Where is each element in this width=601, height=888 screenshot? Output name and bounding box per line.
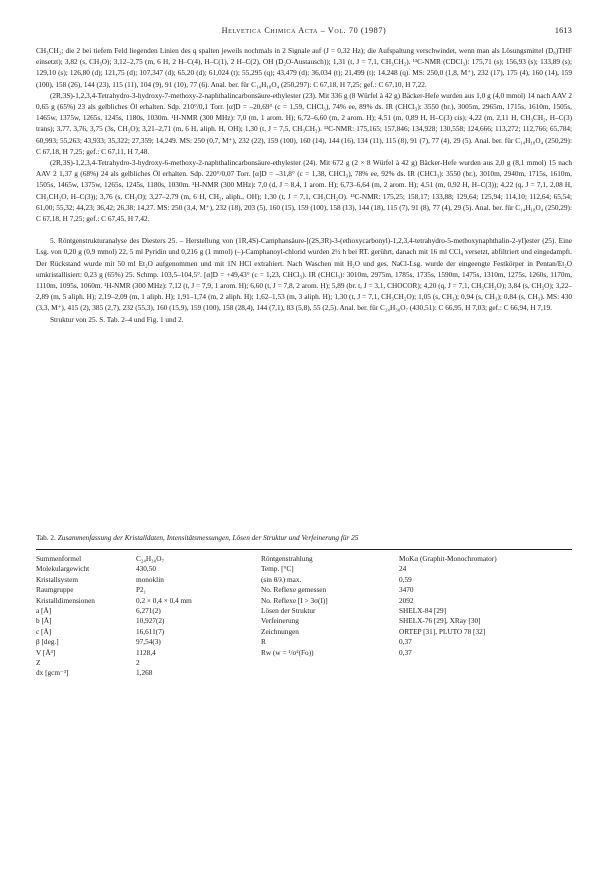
table-cell: (sin θ/λ) max. — [261, 575, 302, 584]
table-cell: Zeichnungen — [261, 627, 299, 636]
table-cell — [261, 668, 399, 678]
table-cell: monoklin — [136, 575, 164, 584]
table-cell: R — [261, 638, 266, 647]
table-row — [36, 596, 572, 606]
table-cell: 0,37 — [399, 648, 412, 657]
table-row — [36, 606, 572, 616]
table-cell: Röntgenstrahlung — [261, 555, 313, 563]
table-cell: 6,271(2) — [136, 607, 161, 616]
table-cell: Kristalldimensionen — [36, 596, 95, 605]
table-cell — [399, 658, 572, 668]
table-row — [36, 658, 572, 668]
table-cell: 10,927(2) — [136, 617, 165, 626]
table-cell: 0,37 — [399, 638, 412, 647]
table-cell: b [Å] — [36, 617, 52, 626]
table-row — [36, 616, 572, 626]
paragraph-compound-24: (2R,3S)-1,2,3,4-Tetrahydro-3-hydroxy-6-methoxy-2-naphthalincarbonsäure-ethylester (24). Mit 672 g (2 × 8 Würfel à 42 g) Bäcker-Hefe wurden aus 2,0 g (8,1 mmol) 15 nach AAV 2 1,37 g (68%) 24 als gelbliches Öl erhalten. Sdp. 220°/0,07 Torr. [α]D = –31,8° (c = 1,38, CHCl₃), 78% ee, 92% ds. IR (CHCl₃): 3550 (br.), 3010m, 2940m, 1715s, 1610m, 1505s, 1465w, 1375w, 1265s, 1245s, 1180s, 1030m. ¹H-NMR (300 MHz): 7,0 (d, J = 8,4, 1 arom. H); 6,73–6,64 (m, 2 arom. H); 4,51 (m, 0,92 H, H–C(3)); 4,22 (q, J = 7,1, 2,08 H, CH₃CH₂O, H–C(3)); 3,76 (s, CH₃O); 3,27–2,79 (m, 6 H, CH₂, aliph., OH); 1,30 (t, J = 7,1, CH₃CH₂O). ¹³C-NMR: 175,25; 158,17; 133,88; 129,64; 125,94; 114,10; 112,64; 65,54; 61,00; 55,32; 44,23; 36,42; 26,38; 14,27. MS: 250 (3,4, M⁺), 232 (18), 203 (5), 160 (15), 159 (100), 158 (13), 144 (18), 115 (7), 91 (8), 77 (4), 29 (5). Anal. ber. für C₁₄H₁₈O₄ (250,29): C 67,18, H 7,25; gef.: C 67,45, H 7,42. — [36, 159, 572, 224]
paragraph-structure-ref: Struktur von 25. S. Tab. 2–4 und Fig. 1 und 2. — [50, 315, 184, 324]
table-cell: Rw (w = ¹/σ²(Fo)) — [261, 648, 314, 657]
page-number: 1613 — [554, 26, 572, 35]
table-cell: Summenformel — [36, 555, 82, 563]
table-cell: 1128,4 — [136, 648, 156, 657]
table-row — [36, 668, 572, 678]
table-caption-text: Zusammenfassung der Kristalldaten, Intensitätsmessungen, Lösen der Struktur und Verfeinerung für 25 — [57, 534, 359, 542]
table-row — [36, 648, 572, 658]
table-cell: MoKα (Graphit-Monochromator) — [399, 555, 497, 563]
journal-title: Helvetica Chimica Acta – Vol. 70 (1987) — [221, 26, 387, 35]
table-cell: 24 — [399, 565, 407, 574]
table-cell: a [Å] — [36, 607, 52, 616]
table-cell: No. Reflexe gemessen — [261, 586, 327, 595]
crystal-data-table — [36, 554, 572, 679]
table-cell: Raumgruppe — [36, 586, 74, 595]
paragraph-section-5: 5. Röntgenstrukturanalyse des Diesters 25. – Herstellung von (1R,4S)-Camphansäure-[(2S,3R)-3-(ethoxycarbonyl)-1,2,3,4-tetrahydro-5-methoxynaphthalin-2-yl]ester (25). Eine Lsg. von 0,20 g (0,9 mmol) 22, 5 ml Pyridin und 0,216 g (1 mmol) (–)-Camphanoyl-chlorid wurden 2½ h bei RT. gerührt, danach mit 16 ml CCl₄ versetzt, abfiltriert und eingedampft. Der Rückstand wurde mit 50 ml Et₂O aufgenommen und mit 1N HCl extrahiert. Nach Waschen mit H₂O und ges. NaCl-Lsg. wurde der eingeengte Festkörper in Pentan/Et₂O umkristallisiert: 0,23 g (65%) 25. Schmp. 103,5–104,5°. [α]D = +49,43° (c = 1,23, CHCl₃). IR (CHCl₃): 3010m, 2975m, 1785s, 1735s, 1590m, 1475s, 1310m, 1275s, 1260s, 1170m, 1110m, 1095s, 1060m. ¹H-NMR (300 MHz): 7,12 (t, J = 7,9, 1 arom. H); 6,60 (t, J = 7,8, 2 arom. H); 5,89 (br. t, J = 3,1, CHOCOR); 4,20 (q, J = 7,1, CH₃CH₂O); 3,84 (s, CH₃O); 3,22–2,89 (m, 5 aliph. H); 2,19–2,09 (m, 1 aliph. H); 1,91–1,74 (m, 2 aliph. H); 1,62–1,53 (m, 3 aliph. H); 1,30 (t, J = 7,1, CH₃CH₂O); 1,05 (s, CH₃); 0,94 (s, CH₃); 0,84 (s, CH₃). MS: 430 (3,3, M⁺), 415 (2), 385 (2,7), 232 (55,3), 160 (15,9), 159 (100), 158 (28,4), 144 (7,1), 83 (5,8), 55 (2,5). Anal. ber. für C₂₄H₃₀O₇ (430,51): C 66,95, H 7,03; gef.: C 66,94, H 7,19. — [36, 237, 572, 313]
running-header — [36, 26, 572, 40]
table-cell: 2 — [136, 659, 140, 668]
table-cell: 0,2 × 0,4 × 0,4 mm — [136, 596, 192, 605]
table-cell: 1,268 — [136, 669, 153, 678]
table-row — [36, 627, 572, 637]
table-row — [36, 585, 572, 595]
table-cell: 0,59 — [399, 575, 412, 584]
table-cell: V [Å³] — [36, 648, 56, 657]
table-cell: C₂₄H₃₀O₇ — [136, 555, 165, 563]
table-caption-label: Tab. 2. — [36, 534, 56, 542]
table-cell: SHELX-84 [29] — [399, 607, 447, 616]
table-cell: 2092 — [399, 596, 414, 605]
table-top-rule — [36, 549, 572, 550]
table-row — [36, 554, 572, 564]
body-text — [36, 46, 572, 326]
paragraph-nmr-continuation: CH₃CH₂; die 2 bei tiefem Feld liegenden Linien des q spalten jeweils nochmals in 2 Signale auf (J = 0,32 Hz); die Aufspaltung verschwindet, wenn man als Lösungsmittel (D₈)THF einsetzt); 3,82 (s, CH₃O); 3,12–2,75 (m, 6 H, 2 H–C(4), H–C(1), 2 H–C(2), OH (D₂O-Austausch)); 1,31 (t, J = 7,1, CH₃CH₂). ¹³C-NMR (CDCl₃): 175,71 (s); 156,93 (s); 133,89 (s); 129,10 (s); 126,80 (d); 121,75 (d); 107,347 (d); 65,20 (d); 61,024 (t); 55,295 (q); 43,479 (d); 36,034 (t); 21,499 (t); 14,248 (q). MS: 250,0 (1,8, M⁺), 232 (17), 175 (4), 160 (14), 159 (100), 158 (26), 144 (23), 115 (11), 104 (9), 91 (10), 77 (6). Anal. ber. für C₁₄H₁₈O₄ (250,297): C 67,18, H 7,25; gef.: C 67,10, H 7,22. — [36, 47, 572, 89]
table-cell — [399, 668, 572, 678]
table-cell: dx [gcm⁻³] — [36, 669, 69, 678]
table-row — [36, 637, 572, 647]
table-cell: Lösen der Struktur — [261, 607, 316, 616]
table-cell: Molekulargewicht — [36, 565, 90, 574]
table-cell: Z — [36, 659, 41, 668]
table-cell: Temp. [°C] — [261, 565, 294, 574]
table-cell: P2₁ — [136, 586, 147, 595]
table-cell: 97,54(3) — [136, 638, 161, 647]
paragraph-compound-23: (2R,3S)-1,2,3,4-Tetrahydro-3-hydroxy-7-methoxy-2-naphthalincarbonsäure-ethylester (23). Mit 336 g (8 Würfel à 42 g) Bäcker-Hefe wurden aus 1,0 g (4,0 mmol) 14 nach AAV 2 0,65 g (65%) 23 als gelbliches Öl erhalten. Sdp. 210°/0,1 Torr. [α]D = –20,69° (c = 1,59, CHCl₃), 74% ee, 89% ds. IR (CHCl₃): 3550 (br.), 3005m, 2965m, 1715s, 1610m, 1505s, 1465w, 1375w, 1265s, 1245s, 1180s, 1030m. ¹H-NMR (300 MHz): 7,0 (m, 1 arom. H); 6,72–6,60 (m, 2 arom. H); 4,51 (m, 0,89 H, H–C(3) cis); 4,22 (m, 2,11 H, CH₃CH₂, H–C(3) trans); 3,77, 3,76, 3,75 (3s, CH₃O); 3,21–2,71 (m, 6 H, aliph. H, OH); 1,30 (t, J = 7,5, CH₃CH₂). ¹³C-NMR: 175,165; 157,846; 134,928; 130,558; 124,666; 113,272; 112,766; 65,784; 60,993; 55,263; 43,933; 35,322; 27,359; 14,249. MS: 250 (0,7, M⁺), 232 (22), 159 (100), 160 (14), 144 (16), 134 (11), 115 (8), 91 (7), 77 (4), 29 (5). Anal. ber. für C₁₄H₁₈O₄ (250,29): C 67,18, H 7,25; gef.: C 67,11, H 7,48. — [36, 91, 572, 156]
table-cell: Verfeinerung — [261, 617, 299, 626]
table-cell: Kristallsystem — [36, 575, 78, 584]
table-cell: ORTEP [31], PLUTO 78 [32] — [399, 627, 486, 636]
table-row — [36, 575, 572, 585]
table-row — [36, 564, 572, 574]
table-cell — [261, 658, 399, 668]
table-cell: β [deg.] — [36, 638, 59, 647]
table-cell: c [Å] — [36, 627, 52, 636]
table-cell: SHELX-76 [29], XRay [30] — [399, 617, 481, 626]
table-cell: 3470 — [399, 586, 414, 595]
table-caption — [36, 534, 572, 542]
table-cell: No. Reflexe [I > 3σ(I)] — [261, 596, 328, 605]
table-cell: 16,611(7) — [136, 627, 165, 636]
table-cell: 430,50 — [136, 565, 156, 574]
